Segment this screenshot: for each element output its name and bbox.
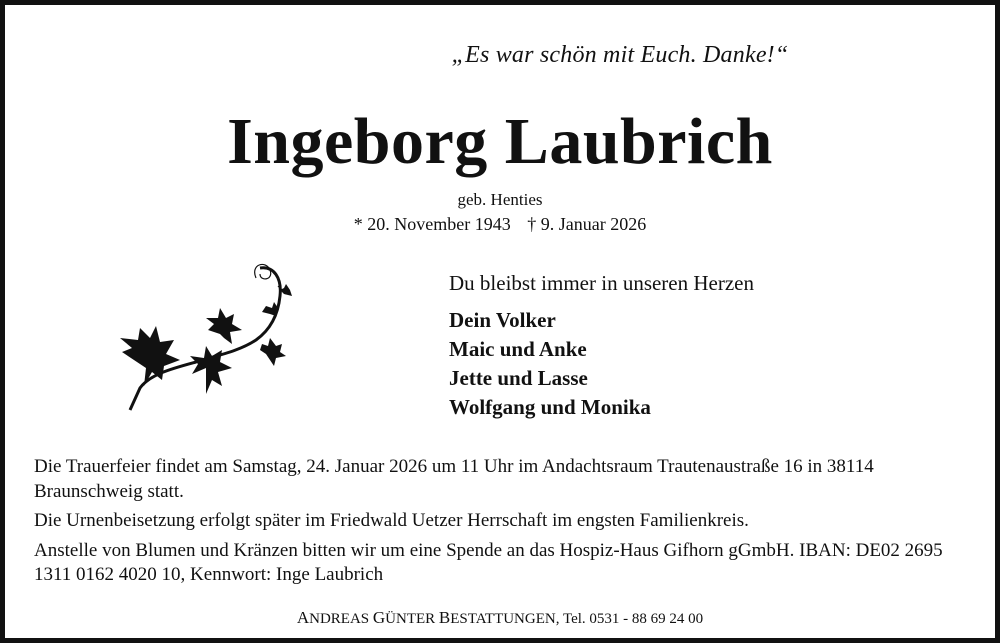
footer-word: NDREAS (309, 611, 370, 627)
birth-date: * 20. November 1943 (353, 214, 511, 234)
footer-initial: G (372, 608, 386, 627)
service-details (34, 455, 974, 593)
footer-word: ÜNTER (385, 611, 436, 627)
death-date: † 9. Januar 2026 (527, 214, 647, 234)
donation-info: Anstelle von Blumen und Kränzen bitten wir um eine Spende an das Hospiz-Haus Gifhorn gGmbH. IBAN: DE02 2695 1311 0162 4020 10, Kennwort: Inge Laubrich (34, 539, 943, 585)
burial-info: Die Urnenbeisetzung erfolgt später im Friedwald Uetzer Herrschaft im engsten Familienkreis. (34, 510, 749, 531)
family-member: Maic und Anke (449, 337, 587, 361)
farewell-line: Du bleibst immer in unseren Herzen (449, 271, 754, 295)
deceased-name: Ingeborg Laubrich (227, 105, 773, 178)
footer-initial: A (296, 608, 310, 627)
family-list (449, 306, 651, 422)
family-member: Jette und Lasse (449, 366, 588, 390)
life-dates (0, 214, 1000, 235)
born-name: geb. Henties (457, 190, 543, 209)
family-member: Dein Volker (449, 308, 556, 332)
motto-quote: „Es war schön mit Euch. Danke!“ (451, 42, 789, 68)
family-member: Wolfgang und Monika (449, 395, 651, 419)
funeral-info: Die Trauerfeier findet am Samstag, 24. Januar 2026 um 11 Uhr im Andachtsraum Trautenaustraße 16 in 38114 Braunschweig statt. (34, 456, 874, 502)
footer-initial: B (438, 608, 451, 627)
footer-phone: , Tel. 0531 - 88 69 24 00 (555, 611, 704, 627)
ivy-branch-icon (110, 256, 310, 416)
funeral-home-footer (0, 608, 1000, 628)
footer-word: ESTATTUNGEN (450, 611, 556, 627)
